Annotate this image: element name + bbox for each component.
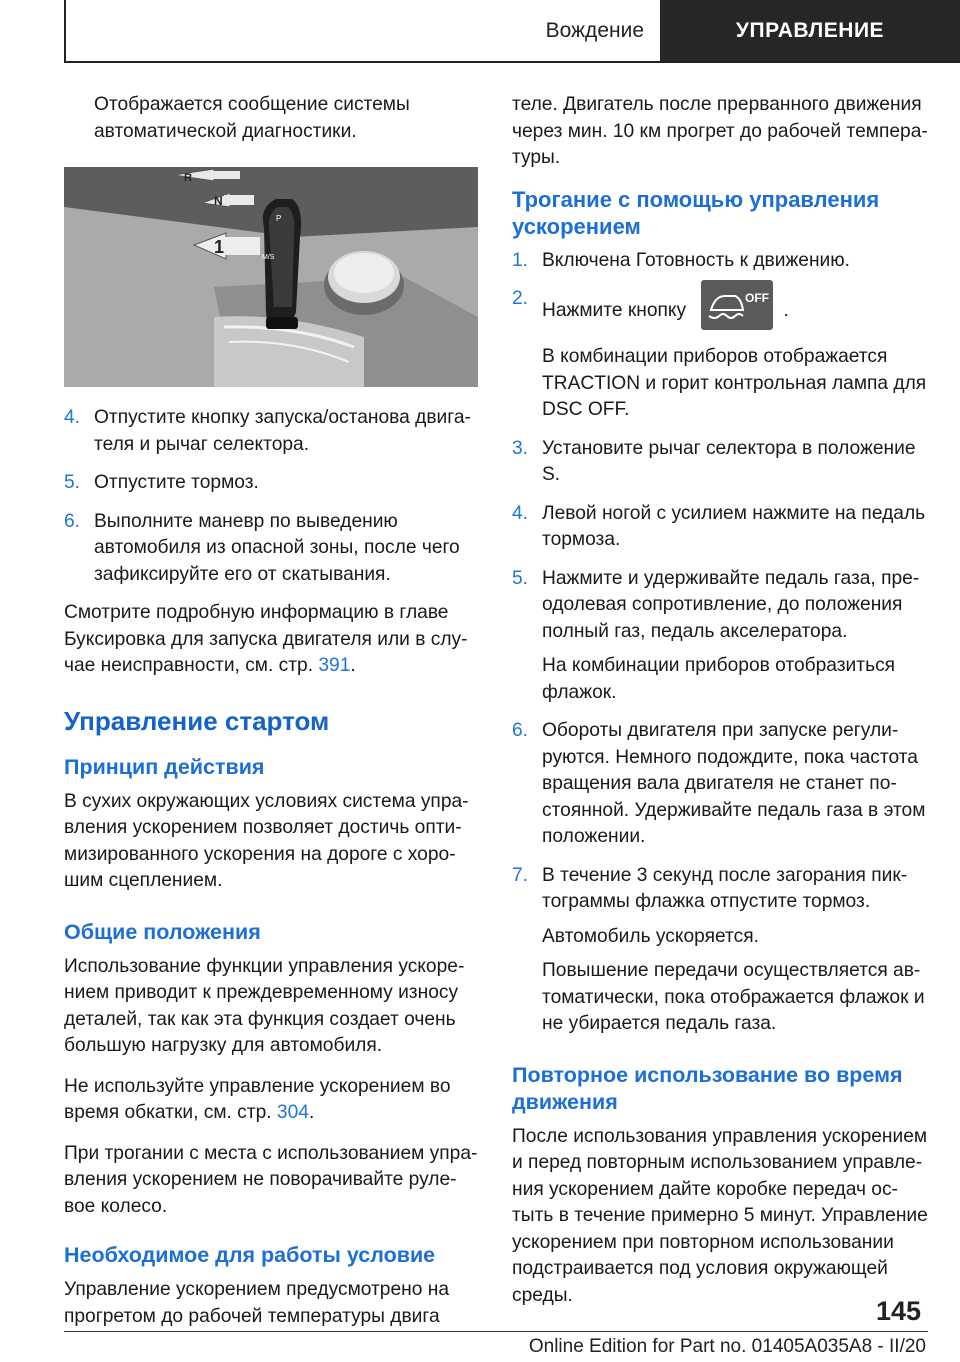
step-text: Включена Готовность к движению. [542, 249, 850, 271]
heading-launch-control: Управление стартом [64, 705, 330, 736]
list-item [512, 286, 928, 424]
heading-general: Общие положения [64, 919, 261, 944]
list-item [512, 436, 928, 489]
step-text: В течение 3 секунд после загорания пиктограммы флажка отпустите тормоз. [542, 864, 908, 912]
step-number: 7. [512, 864, 529, 886]
list-item [512, 863, 928, 1038]
condition-text: Управление ускорением предусмотрено на прогретом до рабочей температуры двига [64, 1279, 450, 1327]
see-more-text: Смотрите подробную информацию в главе Буксировка для запуска двигателя или в случае неисправности, см. стр. 391. [64, 602, 468, 676]
step-text: Обороты двигателя при запуске регулируются. Немного подождите, пока частота вращения вала двигателя не станет постоянной. Удерживайте педаль газа в этом положении. [542, 720, 926, 847]
continuation-text: теле. Двигатель после прерванного движения через мин. 10 км прогрет до рабочей температуры. [512, 94, 928, 168]
callout-n: N [214, 194, 223, 208]
callout-1: 1 [214, 237, 225, 257]
step-body [542, 863, 928, 1038]
step-number: 6. [64, 510, 81, 532]
step-text: Отпустите тормоз. [94, 472, 259, 493]
step-number: 6. [512, 720, 529, 741]
general-text-1: Использование функции управления ускорением приводит к преждевременному износу деталей, так как эта функция создает очень большую нагрузку для автомобиля. [64, 955, 465, 1056]
footer-edition: Online Edition for Part no. 01405A035A8 - II/20 [528, 1336, 926, 1357]
footer-divider [64, 1331, 928, 1332]
right-steps-list [512, 248, 928, 1038]
heading-condition: Необходимое для работы условие [64, 1243, 436, 1267]
dsc-icon-label: OFF [745, 291, 770, 305]
step-subtext: На комбинации приборов отобразиться флажок. [542, 655, 896, 703]
list-item [64, 405, 478, 458]
dsc-off-button-icon [701, 280, 773, 330]
step-number: 1. [512, 249, 529, 271]
section-title: Вождение [545, 18, 644, 42]
list-item [512, 566, 928, 707]
list-item [64, 509, 478, 589]
step-body: Нажмите кнопку OFF . В комбинации приборов отображается TRACTION и горит контрольная лампа для DSC OFF. [542, 286, 928, 424]
step-number: 5. [64, 472, 81, 493]
handle-label: P [276, 214, 282, 223]
heading-start-launch: Трогание с помощью управления ускорением [512, 186, 880, 239]
page-number: 145 [876, 1296, 922, 1326]
step-subtext: В комбинации приборов отображается TRACTION и горит контрольная лампа для DSC OFF. [542, 346, 927, 420]
step-number: 3. [512, 437, 529, 459]
list-item [512, 248, 928, 275]
general-text-2: Не используйте управление ускорением во время обкатки, см. стр. 304. [64, 1075, 451, 1123]
step-number: 2. [512, 288, 529, 309]
repeat-text: После использования управления ускорением и перед повторным использованием управления ускорением дайте коробке передач остыть в течение примерно 5 минут. Управление ускорением при повторном использовании подстраивается под условия окружающей среды. [512, 1125, 928, 1306]
page-header [64, 0, 960, 63]
step-text: Отпустите кнопку запуска/останова двигателя и рычаг селектора. [94, 407, 471, 455]
step-text: Выполните маневр по выведению автомобиля из опасной зоны, после чего зафиксируйте его от скатывания. [94, 510, 460, 585]
left-column [64, 92, 478, 1344]
page-link-304[interactable]: 304 [276, 1102, 309, 1123]
heading-repeat-use: Повторное использование во время движения [512, 1062, 903, 1114]
callout-r: R [184, 172, 192, 184]
left-steps-list [64, 405, 478, 588]
gear-selector-illustration [64, 167, 478, 387]
step-number: 4. [64, 407, 81, 428]
step-body [542, 566, 928, 707]
principle-text: В сухих окружающих условиях система управления ускорением позволяет достичь оптимизированного ускорения на дороге с хорошим сцеплением. [64, 790, 469, 891]
right-column [512, 92, 928, 1323]
list-item [512, 718, 928, 851]
step-number: 5. [512, 567, 529, 589]
general-text-3: При трогании с места с использованием управления ускорением не поворачивайте рулевое колесо. [64, 1142, 478, 1217]
chapter-tab: УПРАВЛЕНИЕ [660, 0, 960, 61]
step-text: Нажмите кнопку [542, 300, 687, 322]
gear-side-label: M/S [262, 254, 275, 261]
step-text: Нажмите и удерживайте педаль газа, преодолевая сопротивление, до положения полный газ, педаль акселератора. [542, 567, 920, 642]
intro-text: Отображается сообщение системы автоматической диагностики. [94, 94, 410, 142]
step-subtext: Автомобиль ускоряется. [542, 925, 759, 947]
list-item [64, 470, 478, 497]
gear-selector-figure [64, 167, 478, 387]
step-subtext: Повышение передачи осуществляется автоматически, пока отображается флажок и не убирается педаль газа. [542, 960, 925, 1034]
step-number: 4. [512, 502, 529, 524]
page-link-391[interactable]: 391 [318, 655, 351, 676]
list-item [512, 501, 928, 554]
heading-principle: Принцип действия [64, 754, 265, 779]
step-text: Левой ногой с усилием нажмите на педаль тормоза. [542, 502, 926, 550]
step-text: Установите рычаг селектора в положение S. [542, 437, 916, 485]
